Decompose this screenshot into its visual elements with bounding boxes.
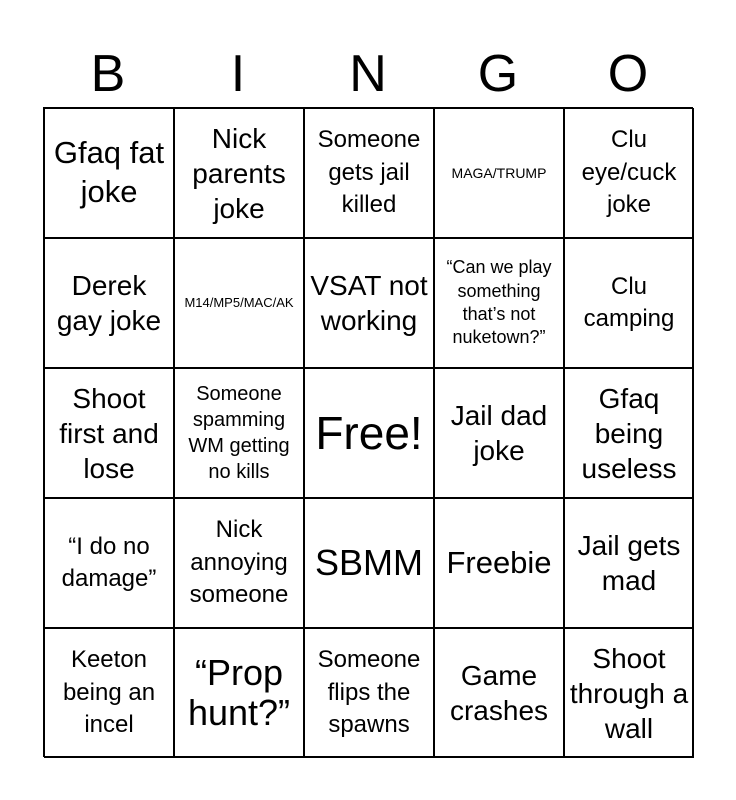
bingo-cell[interactable]: Someone spamming WM getting no kills <box>174 368 304 498</box>
header-letter-i: I <box>230 45 246 103</box>
bingo-cell[interactable]: Derek gay joke <box>44 238 174 368</box>
bingo-board <box>43 107 693 757</box>
bingo-cell[interactable]: Game crashes <box>434 628 564 758</box>
header-letter-g: G <box>477 45 519 103</box>
bingo-cell[interactable]: “Prop hunt?” <box>174 628 304 758</box>
bingo-header <box>43 40 693 108</box>
bingo-cell[interactable]: Shoot first and lose <box>44 368 174 498</box>
header-letter-b: B <box>90 45 126 103</box>
bingo-cell[interactable]: Jail gets mad <box>564 498 694 628</box>
bingo-cell[interactable]: MAGA/TRUMP <box>434 108 564 238</box>
bingo-cell[interactable]: Gfaq being useless <box>564 368 694 498</box>
bingo-cell[interactable]: Gfaq fat joke <box>44 108 174 238</box>
bingo-cell[interactable]: Someone gets jail killed <box>304 108 434 238</box>
bingo-cell[interactable]: Clu camping <box>564 238 694 368</box>
bingo-cell[interactable]: “Can we play something that’s not nuketown?” <box>434 238 564 368</box>
header-letter-n: N <box>349 45 387 103</box>
bingo-cell[interactable]: M14/MP5/MAC/AK <box>174 238 304 368</box>
bingo-cell[interactable]: Nick annoying someone <box>174 498 304 628</box>
bingo-cell[interactable]: “I do no damage” <box>44 498 174 628</box>
bingo-cell[interactable]: Freebie <box>434 498 564 628</box>
free-space-cell[interactable]: Free! <box>304 368 434 498</box>
bingo-cell[interactable]: Jail dad joke <box>434 368 564 498</box>
bingo-cell[interactable]: Nick parents joke <box>174 108 304 238</box>
bingo-cell[interactable]: SBMM <box>304 498 434 628</box>
bingo-cell[interactable]: VSAT not working <box>304 238 434 368</box>
bingo-cell[interactable]: Clu eye/cuck joke <box>564 108 694 238</box>
bingo-cell[interactable]: Shoot through a wall <box>564 628 694 758</box>
bingo-cell[interactable]: Someone flips the spawns <box>304 628 434 758</box>
bingo-cell[interactable]: Keeton being an incel <box>44 628 174 758</box>
header-letter-o: O <box>607 45 649 103</box>
